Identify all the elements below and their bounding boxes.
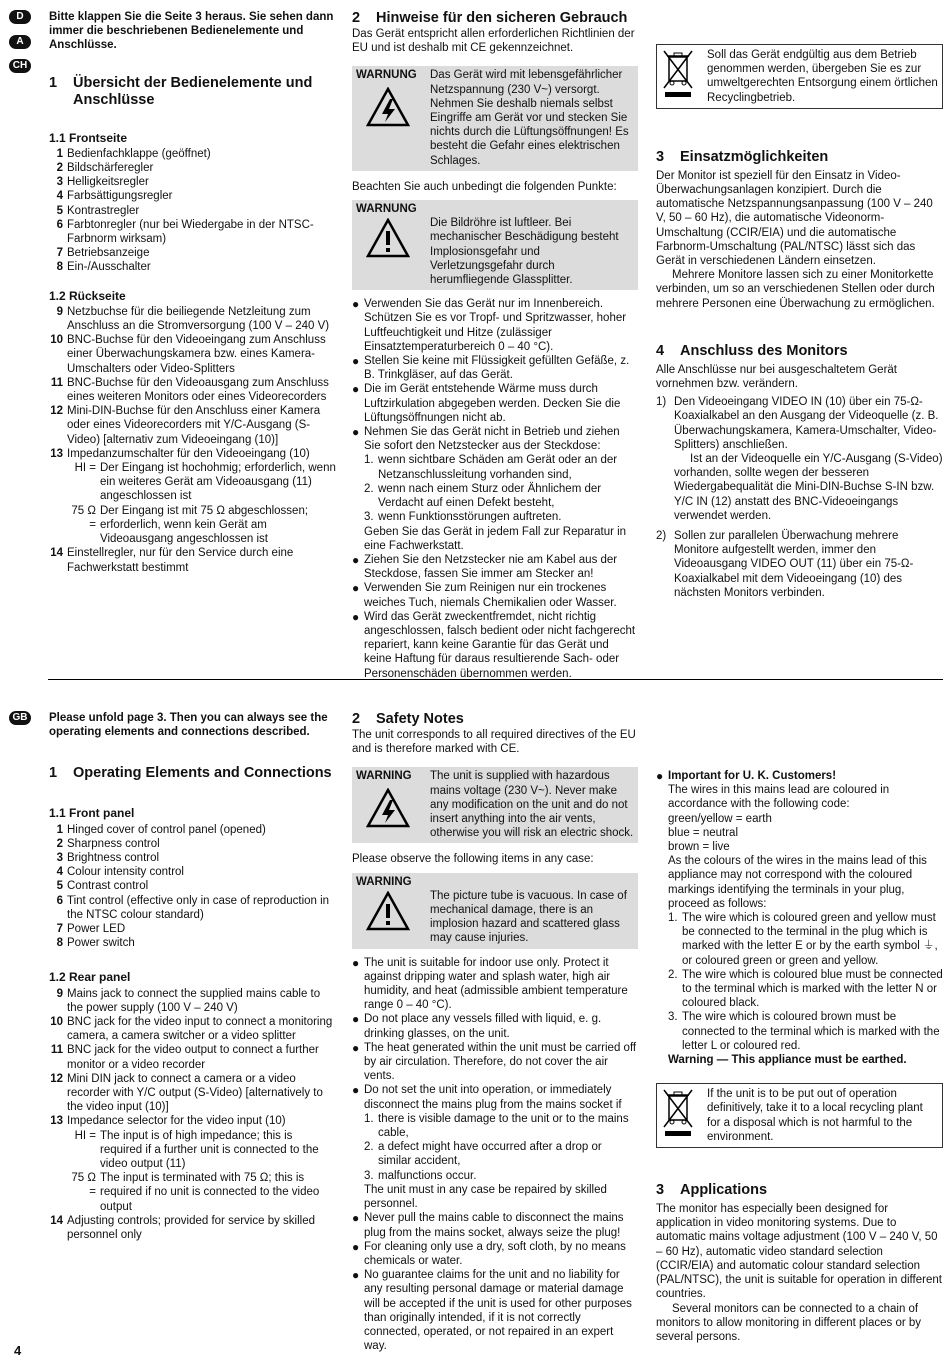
item-text: malfunctions occur. — [378, 1169, 477, 1182]
item-text: The wire which is coloured brown must be connected to the terminal which is marked with the letter L or coloured red. — [682, 1011, 940, 1052]
item-text: The heat generated within the unit must be carried off by air circulation. Therefore, do not cover the air vents. — [364, 1041, 637, 1083]
item-text: BNC jack for the video input to connect a monitoring camera, a camera switcher or a video splitter — [67, 1016, 333, 1043]
list-item — [49, 189, 337, 203]
de-recycling-text: Soll das Gerät endgültig aus dem Betrieb genommen werden, übergeben Sie es zur umweltgerechten Entsorgung einem örtlichen Recyclingbetrieb. — [707, 49, 938, 104]
item-text: Stellen Sie keine mit Flüssigkeit gefüllten Gefäße, z. B. Trinkgläser, auf das Gerät. — [364, 355, 630, 382]
item-text: Verwenden Sie das Gerät nur im Innenbereich. Schützen Sie es vor Tropf- und Spritzwasser, hoher Luftfeuchtigkeit und Hitze (zulässiger Einsatztemperaturbereich 0 – 40 °C). — [364, 298, 627, 353]
item-text: Impedance selector for the video input (10) — [67, 1115, 286, 1128]
list-item — [49, 1129, 337, 1172]
bullet-icon: ● — [352, 1083, 360, 1098]
en-uk-wire-codes — [668, 812, 943, 855]
list-item — [352, 453, 638, 481]
de-impedance-list — [49, 461, 337, 546]
de-warning-box-voltage — [352, 66, 638, 170]
list-item — [49, 404, 337, 447]
list-item — [49, 1072, 337, 1115]
item-text: wenn Funktionsstörungen auftreten. — [378, 511, 562, 524]
de-rear-list — [49, 305, 337, 461]
item-text: Betriebsanzeige — [67, 247, 150, 260]
item-number: 7 — [56, 247, 63, 260]
item-text-2: Ist an der Videoquelle ein Y/C-Ausgang (S-Video) vorhanden, sollte wegen der besseren Wiedergabequalität die Mini-DIN-Buchse S-IN bzw. Y/C IN (12) anstatt des BNC-Videoeingangs verwendet werden. — [674, 453, 943, 522]
list-item — [352, 382, 638, 425]
item-text: Power LED — [67, 923, 126, 936]
item-text: Hinged cover of control panel (opened) — [67, 823, 266, 836]
list-item — [49, 922, 337, 936]
de-intro: Bitte klappen Sie die Seite 3 heraus. Sie sehen dann immer die beschriebenen Bedienelemente und Anschlüsse. — [49, 11, 334, 52]
item-text: Der Eingang ist hochohmig; erforderlich, wenn ein weiteres Gerät am Videoausgang (11) angeschlossen ist — [100, 462, 336, 503]
list-item: green/yellow = earth — [668, 812, 772, 825]
de-section-2-heading: 2 Hinweise für den sicheren Gebrauch — [352, 10, 628, 26]
bullet-icon: ● — [352, 1211, 360, 1226]
de-case-list — [352, 453, 638, 524]
item-text: Netzbuchse für die beiliegende Netzleitung zum Anschluss an die Stromversorgung (100 V – 240 V) — [67, 305, 330, 333]
list-item — [352, 1240, 638, 1268]
en-uk-steps — [656, 911, 943, 1053]
item-text: Kontrastregler — [67, 204, 140, 217]
de-section-3-heading: 3 Einsatzmöglichkeiten — [656, 148, 829, 165]
list-item — [49, 865, 337, 879]
item-text: Contrast control — [67, 880, 149, 893]
de-observe-text: Beachten Sie auch unbedingt die folgenden Punkte: — [352, 180, 617, 193]
item-number: 1 — [56, 823, 63, 836]
list-item — [49, 147, 337, 161]
list-item — [352, 1012, 638, 1040]
en-impedance-list — [49, 1129, 337, 1214]
page-number: 4 — [14, 1343, 22, 1358]
de-warning-text-implosion: Die Bildröhre ist luftleer. Bei mechanischer Beschädigung besteht Implosionsgefahr und Verletzungsgefahr durch herumfliegende Glassplitter. — [430, 217, 619, 287]
en-bullet-list-a — [352, 956, 638, 1112]
en-uk-para-1: The wires in this mains lead are coloured in accordance with the following code: — [668, 784, 890, 811]
list-item — [352, 553, 638, 581]
list-item — [49, 218, 337, 246]
item-text: BNC jack for the video output to connect a further monitor or a video recorder — [67, 1044, 319, 1071]
list-item — [49, 837, 337, 851]
list-item — [656, 395, 943, 523]
item-text: Brightness control — [67, 852, 160, 865]
list-item — [49, 260, 337, 274]
warning-exclamation-icon — [366, 218, 410, 258]
list-item — [49, 447, 337, 461]
item-text: Wird das Gerät zweckentfremdet, nicht richtig angeschlossen, falsch bedient oder nicht fachgerecht repariert, kann keine Garantie für das Gerät und keine Haftung für daraus resultierende Sach- oder Personenschäden übernommen werden. — [364, 610, 636, 680]
badge-d: D — [9, 10, 31, 24]
item-number: 2 — [56, 837, 63, 850]
item-number: 1 — [56, 147, 63, 160]
en-warning-box-voltage — [352, 767, 638, 843]
list-item — [352, 956, 638, 1013]
item-key: HI = — [74, 1129, 96, 1142]
item-number: 2. — [364, 1141, 374, 1154]
en-section-3-para-2: Several monitors can be connected to a chain of monitors to allow monitoring in different places or by several persons. — [656, 1302, 922, 1343]
en-section-2-intro: The unit corresponds to all required directives of the EU and is therefore marked with CE. — [352, 729, 636, 756]
warning-label: WARNUNG — [356, 69, 417, 82]
item-body — [674, 395, 943, 523]
list-item — [352, 297, 638, 354]
item-number: 13 — [50, 1115, 63, 1128]
item-number: 2 — [56, 162, 63, 175]
list-item: brown = live — [668, 841, 730, 854]
de-warning-text-voltage: Das Gerät wird mit lebensgefährlicher Netzspannung (230 V~) versorgt. Nehmen Sie deshalb niemals selbst Eingriffe am Gerät vor und stecken Sie nichts durch die Lüftungsöffnungen! Es besteht die Gefahr eines elektrischen Schlages. — [430, 69, 629, 167]
list-item — [49, 987, 337, 1015]
list-item — [352, 581, 638, 609]
bullet-icon: ● — [352, 955, 360, 970]
item-text: Den Videoeingang VIDEO IN (10) über ein 75-Ω-Koaxialkabel an den Ausgang der Videoquelle (z. B. Überwachungskamera, Kamera-Umschalter, Video-Splitters) anschließen. — [674, 396, 939, 451]
item-text: Mini DIN jack to connect a camera or a video recorder with Y/C output (S-Video) [alternatively to the video input (10)] — [67, 1072, 323, 1114]
item-text: Sollen zur parallelen Überwachung mehrere Monitore aufgestellt werden, immer den Videoausgang VIDEO OUT (11) über ein 75-Ω-Koaxialkabel mit dem Videoeingang (10) des nächsten Monitors verbinden. — [674, 530, 914, 599]
item-text: Never pull the mains cable to disconnect the mains plug from the mains socket, always seize the plug! — [364, 1212, 624, 1239]
list-item — [49, 461, 337, 504]
en-bullet-list-b — [352, 1211, 638, 1353]
item-number: 1. — [668, 912, 678, 925]
de-bullet-list-a — [352, 297, 638, 453]
en-warning-text-implosion: The picture tube is vacuous. In case of mechanical damage, there is an implosion hazard and scattered glass may cause injuries. — [430, 889, 627, 945]
item-text: Farbsättigungsregler — [67, 190, 173, 203]
item-number: 3. — [364, 511, 374, 524]
warning-label: WARNING — [356, 770, 412, 783]
item-number: 9 — [56, 305, 63, 318]
bullet-icon: ● — [352, 297, 360, 312]
item-number: 3 — [56, 852, 63, 865]
item-number: 3 — [56, 176, 63, 189]
item-text: The input is terminated with 75 Ω; this is required if no unit is connected to the video output — [100, 1172, 320, 1213]
de-section-3-para-2: Mehrere Monitore lassen sich zu einer Monitorkette verbinden, um so an verschiedenen Stellen oder durch mehrere Personen eine Überwachung zu ermöglichen. — [656, 269, 935, 310]
item-text: Die im Gerät entstehende Wärme muss durch Luftzirkulation abgegeben werden. Decken Sie die Lüftungsöffnungen nicht ab. — [364, 383, 621, 424]
list-item — [352, 1112, 638, 1140]
de-column-3 — [656, 10, 943, 606]
de-section-3-para-1: Der Monitor ist speziell für den Einsatz in Video-Überwachungsanlagen konzipiert. Durch die automatische Netzspannungsanpassung (100 V – 240 V, 50 – 60 Hz), die automatische Videonorm-Umschaltung (CCIR/EIA) und die automatische Farbnorm-Umschaltung (PAL/NTSC) lässt sich das Gerät in verschiedenen Ländern einsetzen. — [656, 169, 933, 268]
en-recycling-box — [656, 1083, 943, 1148]
list-item — [49, 504, 337, 547]
item-number: 2. — [668, 968, 678, 981]
item-text: No guarantee claims for the unit and no liability for any resulting personal damage or material damage will be accepted if the unit is used for other purposes than originally intended, if it is not correctly connected, operated, or not repaired in an expert way. — [364, 1269, 632, 1353]
list-item — [352, 354, 638, 382]
en-uk-para-2: As the colours of the wires in the mains lead of this appliance may not correspond with the coloured markings identifying the terminals in your plug, proceed as follows: — [668, 855, 927, 910]
item-text: The input is of high impedance; this is required if a further unit is connected to the video output (11) — [100, 1129, 319, 1171]
item-number: 13 — [50, 447, 63, 460]
en-intro: Please unfold page 3. Then you can always see the operating elements and connections described. — [49, 712, 328, 739]
warning-label: WARNUNG — [356, 203, 417, 216]
list-item — [352, 510, 638, 524]
en-case-list — [352, 1112, 638, 1183]
list-item — [49, 1114, 337, 1128]
en-front-list — [49, 823, 337, 951]
item-text: The wire which is coloured green and yellow must be connected to the terminal in the plug which is marked with the letter E or by the earth symbol ⏚, or coloured green or green and yellow. — [682, 912, 938, 967]
item-number: 8 — [56, 937, 63, 950]
list-item: 14 Adjusting controls; provided for service by skilled personnel only — [50, 1214, 316, 1242]
item-number: 10 — [50, 334, 63, 347]
list-item — [49, 333, 337, 376]
en-column-2 — [352, 711, 638, 1353]
de-section-4-intro: Alle Anschlüsse nur bei ausgeschaltetem Gerät vornehmen bzw. verändern. — [656, 363, 897, 391]
badge-ch: CH — [9, 59, 31, 73]
list-item — [49, 823, 337, 837]
item-number: 8 — [56, 261, 63, 274]
bullet-icon: ● — [352, 1012, 360, 1027]
item-text: Mains jack to connect the supplied mains cable to the power supply (100 V – 240 V) — [67, 987, 321, 1014]
en-section-1-1-heading: 1.1 Front panel — [49, 806, 135, 821]
list-item — [352, 425, 638, 453]
de-column-2 — [352, 10, 638, 681]
item-number: 1) — [656, 396, 667, 409]
list-item — [49, 1171, 337, 1214]
item-number: 3. — [364, 1169, 374, 1182]
item-text: a defect might have occurred after a drop or similar accident, — [378, 1141, 602, 1168]
item-number: 5 — [56, 204, 63, 217]
item-text: Mini-DIN-Buchse für den Anschluss einer Kamera oder eines Videorecorders mit Y/C-Ausgang (S-Video) [alternativ zum Videoeingang (10)] — [67, 405, 321, 446]
bullet-icon: ● — [352, 609, 360, 624]
item-number: 6 — [56, 218, 63, 231]
de-connection-steps — [656, 395, 943, 600]
en-warning-text-voltage: The unit is supplied with hazardous mains voltage (230 V~). Never make any modification on the unit and do not insert anything into the air vents, otherwise you will risk an electric shock. — [430, 770, 634, 840]
item-number: 11 — [50, 1044, 63, 1057]
item-number: 12 — [50, 405, 63, 418]
item-text: Ziehen Sie den Netzstecker nie am Kabel aus der Steckdose, fassen Sie immer am Stecker an! — [364, 553, 618, 581]
de-recycling-box — [656, 44, 943, 109]
list-item — [656, 968, 943, 1011]
de-bullet-list-b — [352, 553, 638, 681]
item-text: BNC-Buchse für den Videoausgang zum Anschluss eines weiteren Monitors oder eines Videorecorders — [67, 376, 329, 404]
list-item — [49, 936, 337, 950]
list-item — [352, 1211, 638, 1239]
list-item — [352, 1140, 638, 1168]
item-key: 75 Ω = — [71, 504, 96, 531]
list-item — [49, 1043, 337, 1071]
en-section-1-2-heading: 1.2 Rear panel — [49, 970, 131, 985]
item-body — [674, 529, 943, 600]
item-text: Sharpness control — [67, 837, 160, 850]
item-key: 75 Ω = — [71, 1172, 96, 1199]
de-section-1-1-heading: 1.1 Frontseite — [49, 130, 128, 145]
item-number: 11 — [50, 376, 63, 389]
bullet-icon: ● — [352, 552, 360, 567]
item-text: there is visible damage to the unit or to the mains cable, — [378, 1112, 629, 1140]
item-number: 9 — [56, 987, 63, 1000]
crossed-bin-icon — [661, 48, 695, 100]
item-text: Impedanzumschalter für den Videoeingang (10) — [67, 447, 310, 460]
item-number: 4 — [56, 866, 63, 879]
en-section-2-heading: 2 Safety Notes — [352, 711, 464, 727]
item-text: The unit is suitable for indoor use only. Protect it against dripping water and splash water, high air humidity, and heat (admissible ambient temperature range 0 – 40 °C). — [364, 956, 628, 1012]
bullet-icon: ● — [352, 1239, 360, 1254]
item-text: Do not place any vessels filled with liquid, e. g. drinking glasses, on the unit. — [364, 1013, 602, 1040]
item-number: 2. — [364, 482, 374, 495]
item-text: The wire which is coloured blue must be connected to the terminal which is marked with the letter N or coloured black. — [682, 968, 943, 1010]
en-uk-heading: ● Important for U. K. Customers! — [656, 769, 837, 783]
item-text: Do not set the unit into operation, or immediately disconnect the mains plug from the mains socket if — [364, 1084, 622, 1111]
de-section-4-heading: 4 Anschluss des Monitors — [656, 342, 848, 359]
item-number: 2) — [656, 530, 667, 543]
list-item — [352, 1041, 638, 1084]
bullet-icon: ● — [352, 382, 360, 397]
en-observe-text: Please observe the following items in any case: — [352, 853, 594, 866]
bullet-icon: ● — [352, 425, 360, 440]
en-repair-note: The unit must in any case be repaired by skilled personnel. — [364, 1183, 607, 1211]
item-text: Farbtonregler (nur bei Wiedergabe in der NTSC-Farbnorm wirksam) — [67, 218, 314, 246]
item-text: Der Eingang ist mit 75 Ω abgeschlossen; erforderlich, wenn kein Gerät am Videoausgang angeschlossen ist — [100, 504, 309, 546]
item-text: Bildschärferegler — [67, 162, 154, 175]
list-item — [352, 1169, 638, 1183]
en-section-3-heading: 3 Applications — [656, 1182, 768, 1199]
high-voltage-icon — [366, 788, 410, 828]
item-number: 5 — [56, 880, 63, 893]
item-number: 1. — [364, 454, 374, 467]
item-number: 3. — [668, 1011, 678, 1024]
list-item — [656, 911, 943, 968]
list-item — [49, 851, 337, 865]
item-text: wenn nach einem Sturz oder Ähnlichem der Verdacht auf einen Defekt besteht, — [378, 482, 602, 510]
item-text: Nehmen Sie das Gerät nicht in Betrieb und ziehen Sie sofort den Netzstecker aus der Steckdose: — [364, 426, 620, 453]
list-item — [49, 894, 337, 922]
item-text: BNC-Buchse für den Videoeingang zum Anschluss einer Überwachungskamera bzw. eines Kamera-Umschalters oder Video-Splitters — [67, 334, 326, 375]
item-text: Bedienfachklappe (geöffnet) — [67, 147, 211, 160]
de-repair-note: Geben Sie das Gerät in jedem Fall zur Reparatur in eine Fachwerkstatt. — [364, 525, 627, 552]
list-item — [49, 879, 337, 893]
en-section-3-para-1: The monitor has especially been designed for application in video monitoring systems. Due to automatic mains voltage adjustment (100 V – 240 V, 50 – 60 Hz), automatic video standard selection (CCIR/EIA) and automatic colour standard selection (PAL/NTSC), the unit is suitable for operation in different countries. — [656, 1203, 942, 1301]
list-item — [656, 1010, 943, 1053]
de-section-1-2-heading: 1.2 Rückseite — [49, 288, 126, 303]
item-text: Power switch — [67, 937, 135, 950]
crossed-bin-icon — [661, 1087, 695, 1139]
high-voltage-icon — [366, 87, 410, 127]
item-number: 4 — [56, 190, 63, 203]
item-text: Helligkeitsregler — [67, 176, 149, 189]
bullet-icon: ● — [352, 354, 360, 369]
list-item — [352, 1268, 638, 1353]
item-text: Colour intensity control — [67, 866, 184, 879]
en-section-1-heading: 1 Operating Elements and Connections — [49, 765, 332, 782]
list-item — [49, 161, 337, 175]
list-item — [49, 175, 337, 189]
bullet-icon: ● — [352, 1268, 360, 1283]
list-item: blue = neutral — [668, 826, 739, 839]
list-item — [352, 482, 638, 510]
item-number: 7 — [56, 923, 63, 936]
list-item — [656, 529, 943, 600]
en-uk-earth-warning: Warning — This appliance must be earthed. — [668, 1054, 907, 1067]
item-key: HI = — [74, 462, 96, 475]
list-item — [49, 305, 337, 333]
list-item — [49, 376, 337, 404]
list-item — [49, 204, 337, 218]
item-number: 12 — [50, 1072, 63, 1085]
bullet-icon: ● — [352, 581, 360, 596]
warning-label: WARNING — [356, 875, 412, 888]
item-text: For cleaning only use a dry, soft cloth, by no means chemicals or water. — [364, 1240, 626, 1267]
item-text: Ein-/Ausschalter — [67, 261, 151, 274]
item-number: 10 — [50, 1016, 63, 1029]
list-item — [352, 1083, 638, 1111]
item-text: Verwenden Sie zum Reinigen nur ein trockenes weiches Tuch, niemals Chemikalien oder Wasser. — [364, 582, 617, 609]
list-item — [49, 246, 337, 260]
item-number: 6 — [56, 894, 63, 907]
list-item — [49, 1015, 337, 1043]
item-text: wenn sichtbare Schäden am Gerät oder an der Netzanschlussleitung vorhanden sind, — [378, 454, 618, 481]
en-warning-box-implosion — [352, 873, 638, 949]
badge-gb: GB — [9, 711, 31, 725]
de-front-list — [49, 147, 337, 275]
de-section-1-heading: 1 Übersicht der Bedienelemente und Anschlüsse — [49, 74, 313, 108]
bullet-icon: ● — [352, 1040, 360, 1055]
de-column-1 — [49, 10, 337, 575]
en-rear-list — [49, 987, 337, 1129]
warning-exclamation-icon — [366, 891, 410, 931]
de-section-2-intro: Das Gerät entspricht allen erforderlichen Richtlinien der EU und ist deshalb mit CE gekennzeichnet. — [352, 28, 635, 55]
list-item: 14 Einstellregler, nur für den Service durch eine Fachwerkstatt bestimmt — [50, 547, 294, 574]
de-warning-box-implosion — [352, 200, 638, 290]
list-item — [352, 610, 638, 681]
en-recycling-text: If the unit is to be put out of operation definitively, take it to a local recycling plant for a disposal which is not harmful to the environment. — [707, 1088, 923, 1143]
badge-a: A — [9, 35, 31, 49]
item-number: 1. — [364, 1112, 374, 1125]
en-column-3 — [656, 711, 943, 1344]
item-text: Tint control (effective only in case of reproduction in the NTSC colour standard) — [67, 894, 330, 921]
page-divider — [48, 679, 943, 680]
en-column-1 — [49, 711, 337, 1242]
